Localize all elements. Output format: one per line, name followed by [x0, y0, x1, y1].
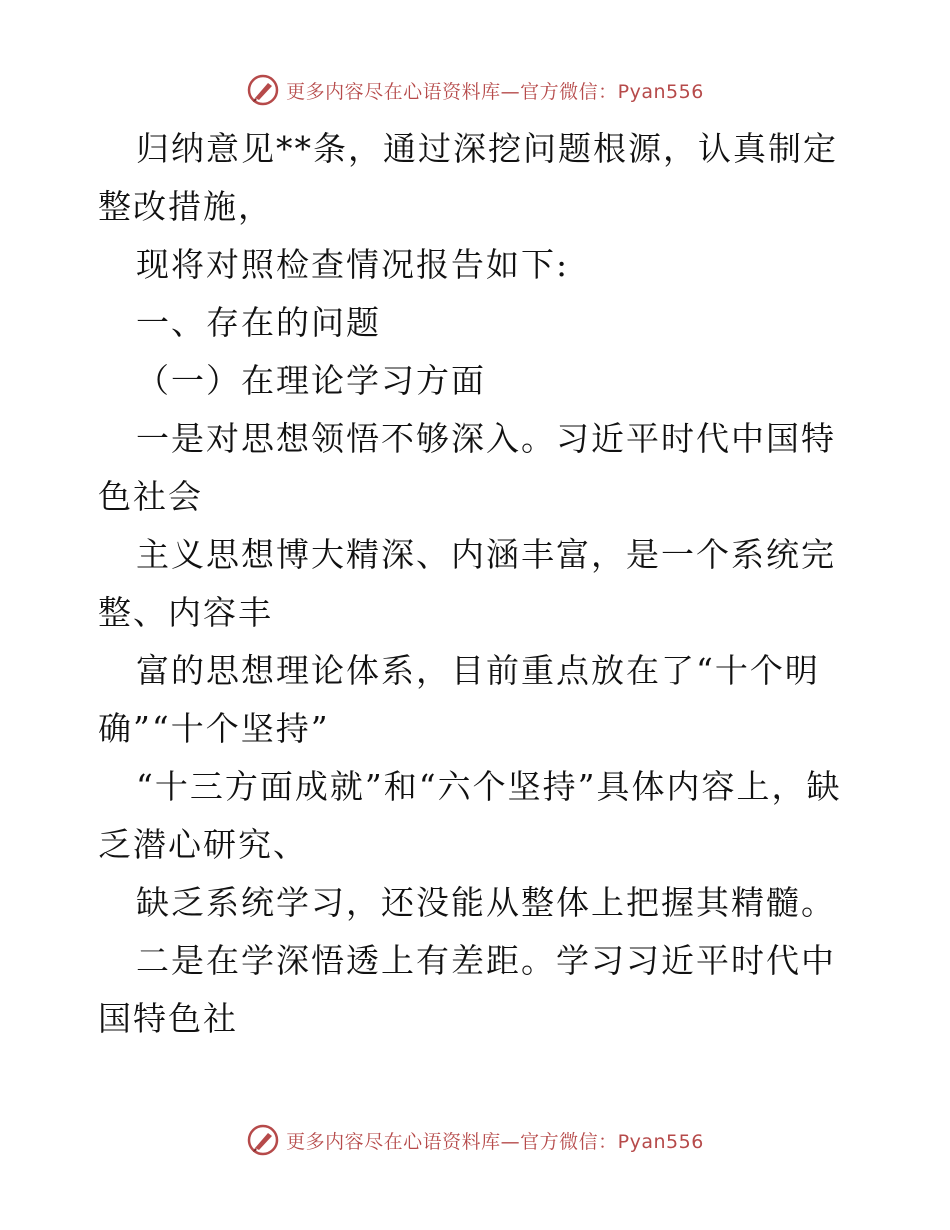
section-heading: 一、存在的问题	[136, 303, 381, 342]
pen-circle-logo-icon	[246, 73, 280, 107]
paragraph: 富的思想理论体系，目前重点放在了“十个明确”“十个坚持”	[98, 651, 820, 748]
footer-watermark-banner	[0, 1120, 950, 1160]
footer-watermark-text: 更多内容尽在心语资料库—官方微信：Pyan556	[286, 1130, 704, 1153]
subsection-heading: （一）在理论学习方面	[136, 361, 486, 400]
paragraph: 现将对照检查情况报告如下:	[136, 245, 570, 284]
paragraph: “十三方面成就”和“六个坚持”具体内容上，缺乏潜心研究、	[98, 767, 842, 864]
document-body	[98, 120, 858, 1048]
paragraph: 归纳意见**条，通过深挖问题根源，认真制定整改措施，	[98, 129, 838, 226]
pen-circle-logo-icon	[246, 1123, 280, 1157]
paragraph: 主义思想博大精深、内涵丰富，是一个系统完整、内容丰	[98, 535, 836, 632]
header-watermark-banner	[0, 70, 950, 110]
paragraph: 缺乏系统学习，还没能从整体上把握其精髓。	[136, 883, 836, 922]
paragraph: 一是对思想领悟不够深入。习近平时代中国特色社会	[98, 419, 836, 516]
header-watermark-text: 更多内容尽在心语资料库—官方微信：Pyan556	[286, 80, 704, 103]
paragraph: 二是在学深悟透上有差距。学习习近平时代中国特色社	[98, 941, 836, 1038]
